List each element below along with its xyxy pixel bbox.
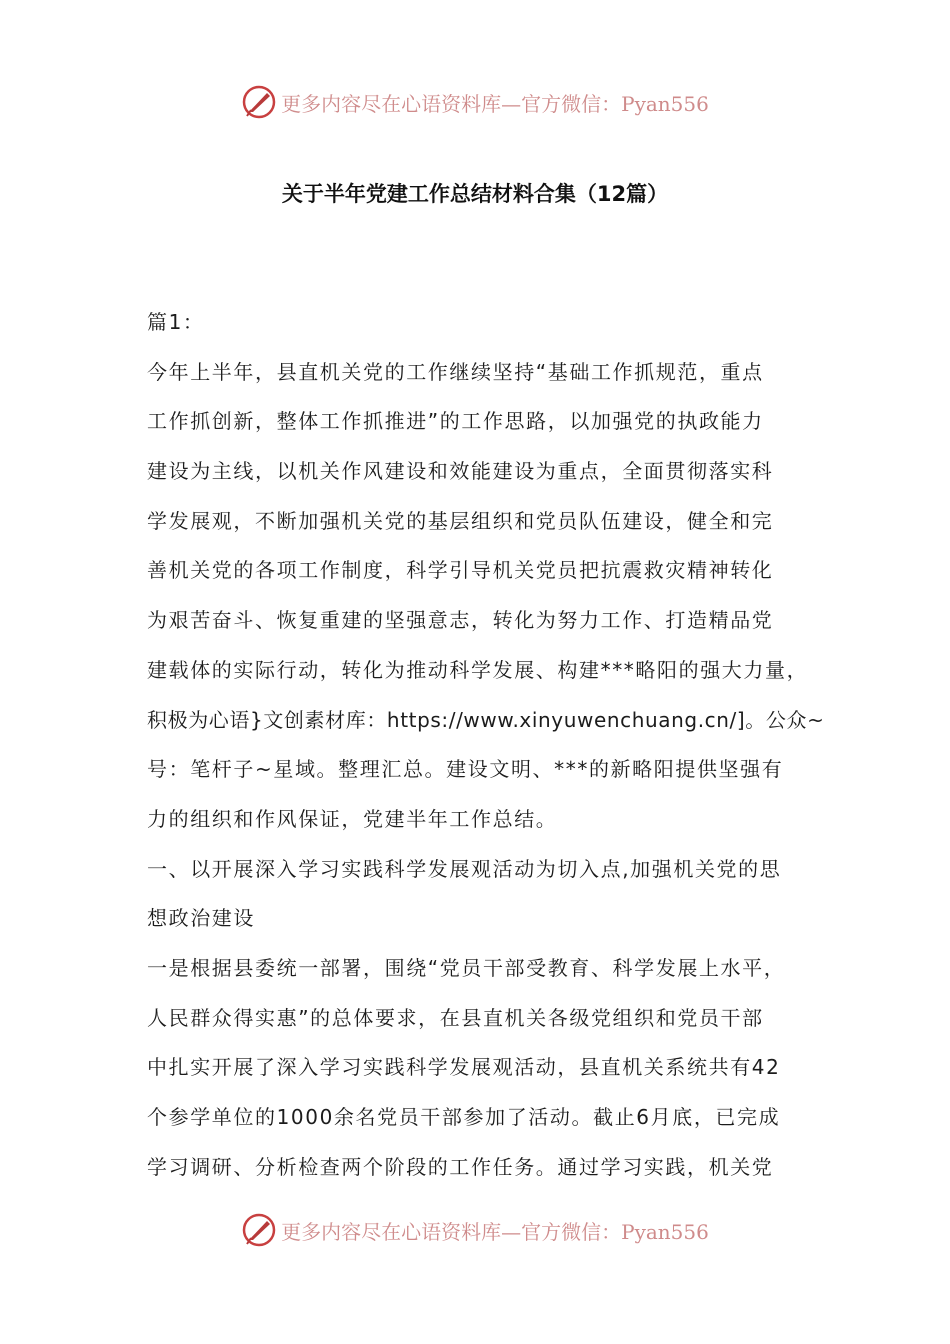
- section-heading: 想政治建设: [147, 906, 255, 931]
- paragraph-line: 积极为心语}文创素材库：https://www.xinyuwenchuang.cn/]。公众~: [147, 707, 825, 732]
- paragraph-line: 个参学单位的1000余名党员干部参加了活动。截止6月底，已完成: [147, 1105, 781, 1129]
- paragraph-line: 工作抓创新，整体工作抓推进”的工作思路，以加强党的执政能力: [147, 409, 764, 434]
- section-heading: 一、以开展深入学习实践科学发展观活动为切入点,加强机关党的思: [147, 856, 782, 881]
- paragraph-line: 力的组织和作风保证，党建半年工作总结。: [147, 806, 558, 831]
- document-body: [147, 298, 827, 1192]
- footer-watermark: [0, 1210, 950, 1250]
- paragraph-line: 学发展观，不断加强机关党的基层组织和党员队伍建设，健全和完: [147, 508, 774, 533]
- watermark-text: 更多内容尽在心语资料库—官方微信：Pyan556: [281, 91, 709, 116]
- quill-logo-icon: [241, 84, 277, 120]
- paragraph-line: 人民群众得实惠”的总体要求，在县直机关各级党组织和党员干部: [147, 1005, 764, 1030]
- paragraph-line: 建设为主线，以机关作风建设和效能建设为重点，全面贯彻落实科: [147, 459, 774, 484]
- watermark-text: 更多内容尽在心语资料库—官方微信：Pyan556: [281, 1219, 709, 1244]
- paragraph-line: 篇1：: [147, 310, 205, 334]
- paragraph-line: 学习调研、分析检查两个阶段的工作任务。通过学习实践，机关党: [147, 1154, 774, 1179]
- paragraph-line: 建载体的实际行动，转化为推动科学发展、构建***略阳的强大力量，: [147, 657, 809, 682]
- paragraph-line: 号：笔杆子~星域。整理汇总。建设文明、***的新略阳提供坚强有: [147, 757, 784, 782]
- paragraph-line: 一是根据县委统一部署，围绕“党员干部受教育、科学发展上水平，: [147, 955, 786, 980]
- paragraph-line: 今年上半年，县直机关党的工作继续坚持“基础工作抓规范，重点: [147, 359, 764, 384]
- paragraph-line: 为艰苦奋斗、恢复重建的坚强意志，转化为努力工作、打造精品党: [147, 608, 774, 633]
- quill-logo-icon: [241, 1212, 277, 1248]
- header-watermark: [0, 82, 950, 122]
- paragraph-line: 中扎实开展了深入学习实践科学发展观活动，县直机关系统共有42: [147, 1055, 781, 1080]
- document-title: 关于半年党建工作总结材料合集（12篇）: [281, 182, 669, 206]
- paragraph-line: 善机关党的各项工作制度，科学引导机关党员把抗震救灾精神转化: [147, 558, 774, 583]
